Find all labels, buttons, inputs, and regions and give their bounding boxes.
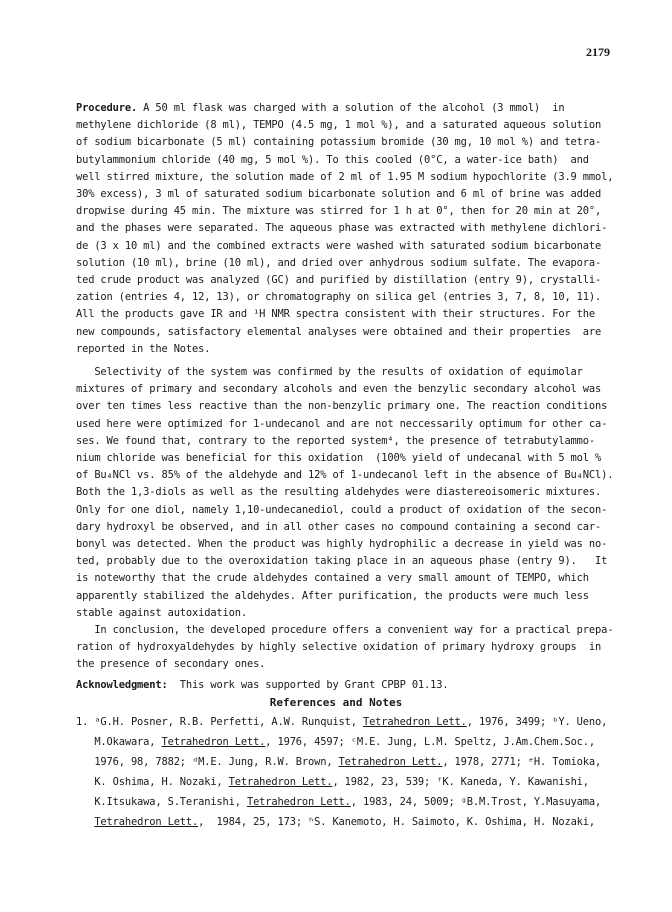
ack-label: Acknowledgment: (76, 678, 168, 691)
procedure-line (76, 220, 607, 236)
text-span: ted, probably due to the overoxidation taking place in an aqueous phase (entry 9). It (76, 555, 608, 568)
text-span: of sodium bicarbonate (5 ml) containing potassium bromide (30 mg, 10 mol %) and tetra- (76, 136, 602, 149)
text-span: dropwise during 45 min. The mixture was stirred for 1 h at 0°, then for 20 min at 20°, (76, 205, 602, 218)
text-span: K. Oshima, H. Nozaki, (76, 776, 229, 788)
text-span: mixtures of primary and secondary alcohols and even the benzylic secondary alcohol was (76, 383, 602, 396)
procedure-line (76, 186, 601, 202)
text-span: This work was supported by Grant CPBP 01.13. (167, 678, 449, 691)
journal-name: Tetrahedron Lett. (228, 776, 333, 788)
acknowledgment (76, 677, 448, 693)
text-span: In conclusion, the developed procedure offers a convenient way for a practical prepa- (76, 624, 614, 636)
text-span: nium chloride was beneficial for this oxidation (100% yield of undecanal with 5 mol % (76, 452, 602, 464)
conclusion-line (76, 639, 601, 655)
text-span: All the products gave IR and ¹H NMR spectra consistent with their structures. For the (76, 308, 595, 321)
text-span: , 1976, 4597; ᶜM.E. Jung, L.M. Speltz, J.Am.Chem.Soc., (265, 736, 595, 748)
text-span: new compounds, satisfactory elemental analyses were obtained and their properties are (76, 325, 602, 338)
text-span: over ten times less reactive than the non-benzylic primary one. The reaction conditions (76, 400, 608, 413)
reference-line (76, 794, 601, 810)
text-span: de (3 x 10 ml) and the combined extracts were washed with saturated sodium bicarbonate (76, 239, 602, 252)
selectivity-line (76, 519, 601, 535)
text-span: butylammonium chloride (40 mg, 5 mol %). To this cooled (0°C, a water-ice bath) and (76, 153, 589, 166)
selectivity-line (76, 467, 613, 483)
text-span: methylene dichloride (8 ml), TEMPO (4.5 mg, 1 mol %), and a saturated aqueous solution (76, 119, 602, 132)
conclusion-line (76, 622, 613, 638)
procedure-line (76, 152, 589, 168)
selectivity-line (76, 364, 583, 380)
selectivity-line (76, 416, 607, 432)
selectivity-line (76, 484, 601, 500)
text-span: the presence of secondary ones. (76, 658, 266, 671)
text-span: K.Itsukawa, S.Teranishi, (76, 796, 247, 808)
text-span: ted crude product was analyzed (GC) and purified by distillation (entry 9), crystalli- (76, 274, 602, 286)
selectivity-line (76, 553, 607, 569)
text-span: well stirred mixture, the solution made of 2 ml of 1.95 M sodium hypochlorite (3.9 mmol, (76, 170, 614, 183)
journal-name: Tetrahedron Lett. (161, 736, 266, 748)
selectivity-line (76, 570, 589, 586)
text-span: zation (entries 4, 12, 13), or chromatography on silica gel (entries 3, 7, 8, 10, 11). (76, 291, 602, 304)
reference-line (76, 714, 607, 730)
journal-name: Tetrahedron Lett. (94, 816, 199, 828)
selectivity-line (76, 588, 589, 604)
procedure-line (76, 169, 613, 185)
text-span: A 50 ml flask was charged with a solution of the alcohol (3 mmol) in (137, 102, 565, 114)
selectivity-line (76, 433, 595, 449)
text-span (76, 816, 94, 828)
text-span: used here were optimized for 1-undecanol and are not neccessarily optimum for other ca- (76, 417, 608, 430)
procedure-line (76, 289, 601, 305)
journal-name: Tetrahedron Lett. (362, 716, 467, 728)
text-span: Both the 1,3-diols as well as the resulting aldehydes were diastereoisomeric mixtures. (76, 486, 602, 499)
procedure-line (76, 117, 601, 133)
procedure-line (76, 255, 601, 271)
text-span: reported in the Notes. (76, 342, 211, 355)
page-number: 2179 (586, 45, 610, 59)
text-span: , 1983, 24, 5009; ᵍB.M.Trost, Y.Masuyama, (350, 796, 602, 808)
procedure-line (76, 324, 601, 340)
selectivity-line (76, 502, 607, 518)
text-span: and the phases were separated. The aqueous phase was extracted with methylene dichlori- (76, 222, 608, 235)
text-span: , 1978, 2771; ᵉH. Tomioka, (442, 756, 602, 768)
text-span: Only for one diol, namely 1,10-undecanediol, could a product of oxidation of the secon- (76, 503, 608, 516)
procedure-line (76, 272, 601, 288)
selectivity-line (76, 605, 247, 621)
selectivity-line (76, 381, 601, 397)
text-span: ration of hydroxyaldehydes by highly selective oxidation of primary hydroxy groups in (76, 641, 602, 654)
text-span: of Bu₄NCl vs. 85% of the aldehyde and 12% of 1-undecanol left in the absence of Bu₄NCl). (76, 469, 614, 482)
journal-name: Tetrahedron Lett. (338, 756, 443, 768)
selectivity-line (76, 398, 607, 414)
text-span: Selectivity of the system was confirmed by the results of oxidation of equimolar (76, 366, 583, 378)
selectivity-line (76, 450, 601, 466)
text-span: bonyl was detected. When the product was highly hydrophilic a decrease in yield was no- (76, 538, 608, 550)
text-span: , 1984, 25, 173; ʰS. Kanemoto, H. Saimoto, K. Oshima, H. Nozaki, (198, 816, 595, 828)
reference-line (76, 734, 595, 750)
selectivity-line (76, 536, 607, 552)
reference-line (76, 774, 589, 790)
text-span: ses. We found that, contrary to the reported system⁴, the presence of tetrabutylammo- (76, 434, 595, 447)
reference-line (76, 754, 601, 770)
conclusion-line (76, 656, 265, 672)
procedure-label: Procedure. (76, 102, 138, 114)
procedure-line (76, 100, 564, 116)
procedure-line (76, 306, 595, 322)
reference-line (76, 814, 595, 830)
journal-name: Tetrahedron Lett. (246, 796, 351, 808)
text-span: 30% excess), 3 ml of saturated sodium bicarbonate solution and 6 ml of brine was added (76, 188, 602, 200)
procedure-line (76, 341, 210, 357)
text-span: 1. ᵃG.H. Posner, R.B. Perfetti, A.W. Runquist, (76, 716, 363, 728)
procedure-line (76, 238, 601, 254)
procedure-line (76, 134, 601, 150)
text-span: M.Okawara, (76, 736, 162, 748)
text-span: , 1976, 3499; ᵇY. Ueno, (466, 716, 608, 728)
text-span: solution (10 ml), brine (10 ml), and dried over anhydrous sodium sulfate. The evapora- (76, 256, 602, 269)
text-span: apparently stabilized the aldehydes. After purification, the products were much less (76, 589, 589, 602)
procedure-line (76, 203, 601, 219)
text-span: dary hydroxyl be observed, and in all other cases no compound containing a second car- (76, 520, 602, 533)
text-span: stable against autoxidation. (76, 606, 247, 619)
references-heading: References and Notes (269, 695, 403, 709)
text-span: 1976, 98, 7882; ᵈM.E. Jung, R.W. Brown, (76, 756, 339, 768)
text-span: is noteworthy that the crude aldehydes contained a very small amount of TEMPO, which (76, 572, 589, 585)
text-span: , 1982, 23, 539; ᶠK. Kaneda, Y. Kawanishi, (332, 776, 589, 788)
